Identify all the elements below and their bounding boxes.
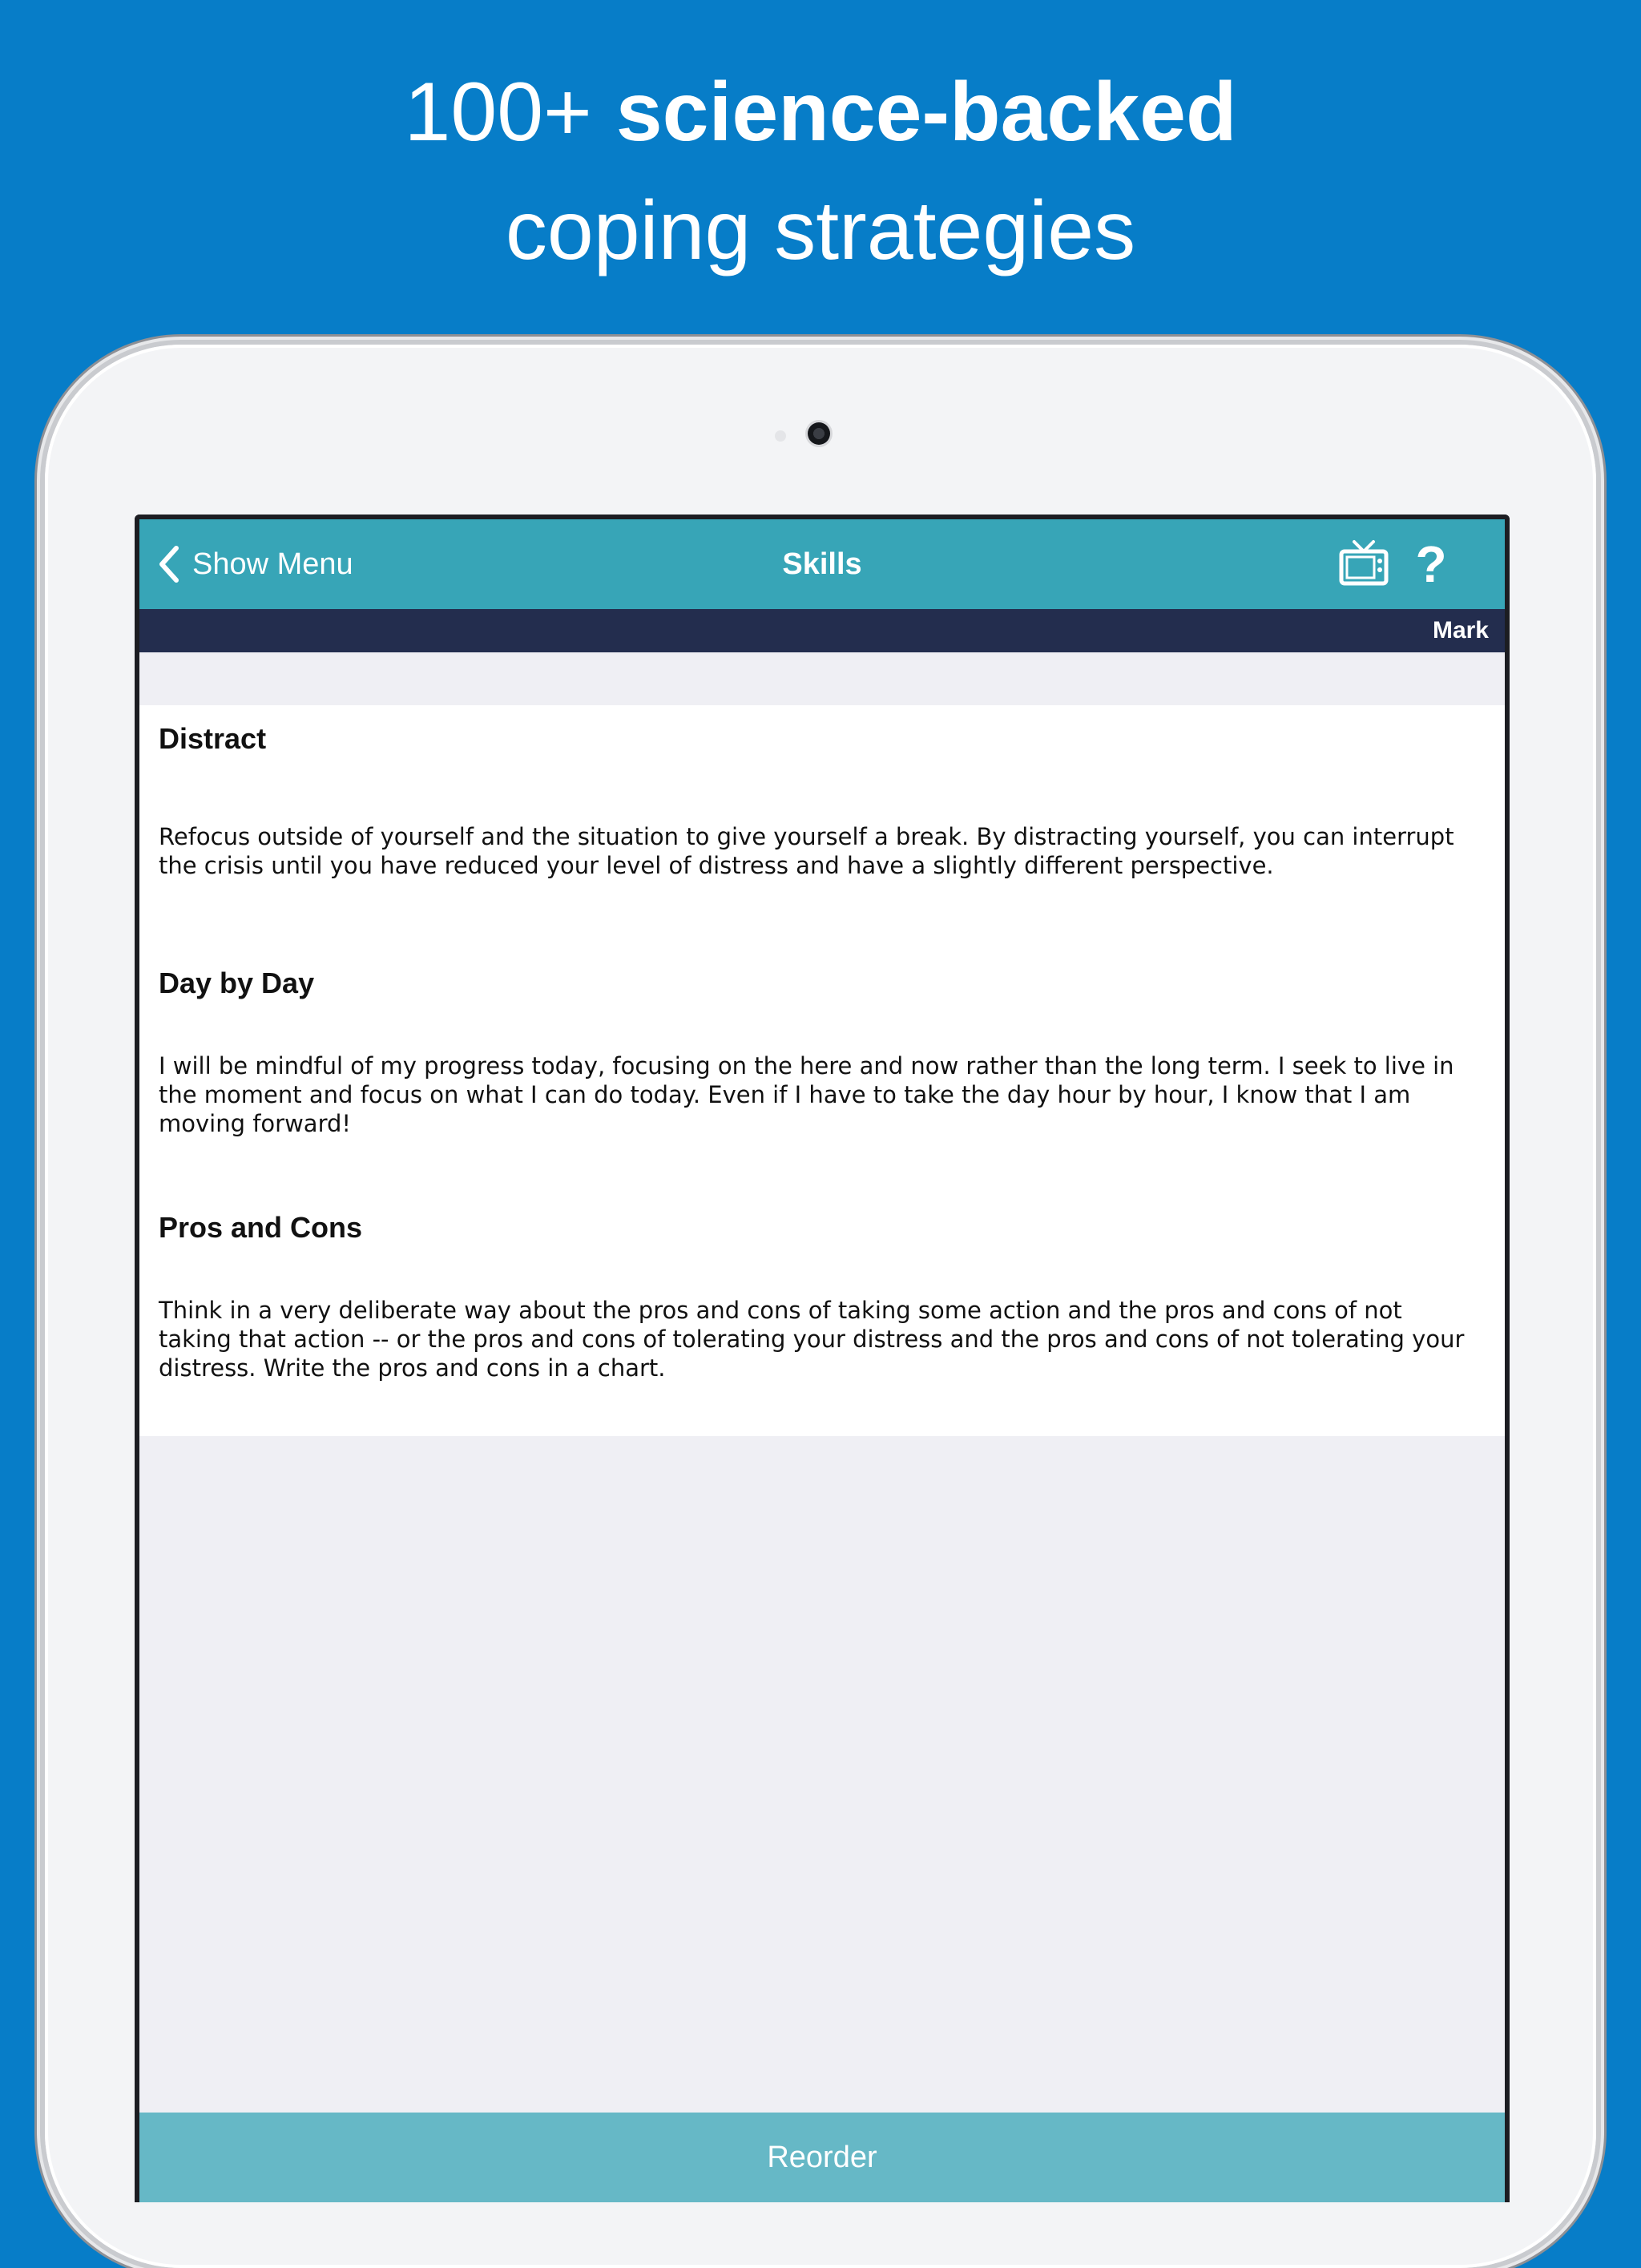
help-button[interactable]	[1407, 531, 1455, 598]
skill-title: Distract	[159, 722, 267, 755]
chevron-left-icon	[157, 545, 181, 583]
navigation-bar	[139, 519, 1505, 609]
reorder-button[interactable]: Reorder	[139, 2113, 1505, 2202]
front-camera	[808, 422, 830, 445]
show-menu-button[interactable]	[157, 519, 353, 609]
headline-prefix: 100+	[404, 66, 592, 159]
skill-description: Think in a very deliberate way about the pros and cons of taking some action and the pros and cons of not taking that action -- or the pros and cons of tolerating your distress and the pros and cons of not tolerating your distress. Write the pros and cons in a chart.	[159, 1297, 1465, 1382]
front-sensor	[775, 430, 786, 442]
page-title: Skills	[782, 547, 862, 581]
headline-emphasis: science-backed	[615, 66, 1237, 159]
app-screen	[135, 515, 1510, 2202]
headline-line-2: coping strategies	[505, 184, 1136, 277]
skill-title: Day by Day	[159, 967, 315, 999]
user-name: Mark	[1432, 617, 1489, 644]
skill-title: Pros and Cons	[159, 1211, 363, 1244]
tv-icon	[1338, 578, 1389, 591]
video-button[interactable]	[1338, 537, 1389, 588]
show-menu-label: Show Menu	[192, 547, 353, 581]
user-bar	[139, 609, 1505, 652]
skills-list	[139, 705, 1505, 1436]
question-mark-icon: ?	[1415, 535, 1447, 593]
skill-description: I will be mindful of my progress today, focusing on the here and now rather than the long term. I seek to live in the moment and focus on what I can do today. Even if I have to take the day hour by hour, I know that I am moving forward!	[159, 1052, 1454, 1137]
skill-description: Refocus outside of yourself and the situation to give yourself a break. By distracting yourself, you can interrupt the crisis until you have reduced your level of distress and have a slightly different perspective.	[159, 823, 1454, 879]
headline-line-1	[0, 66, 1641, 159]
